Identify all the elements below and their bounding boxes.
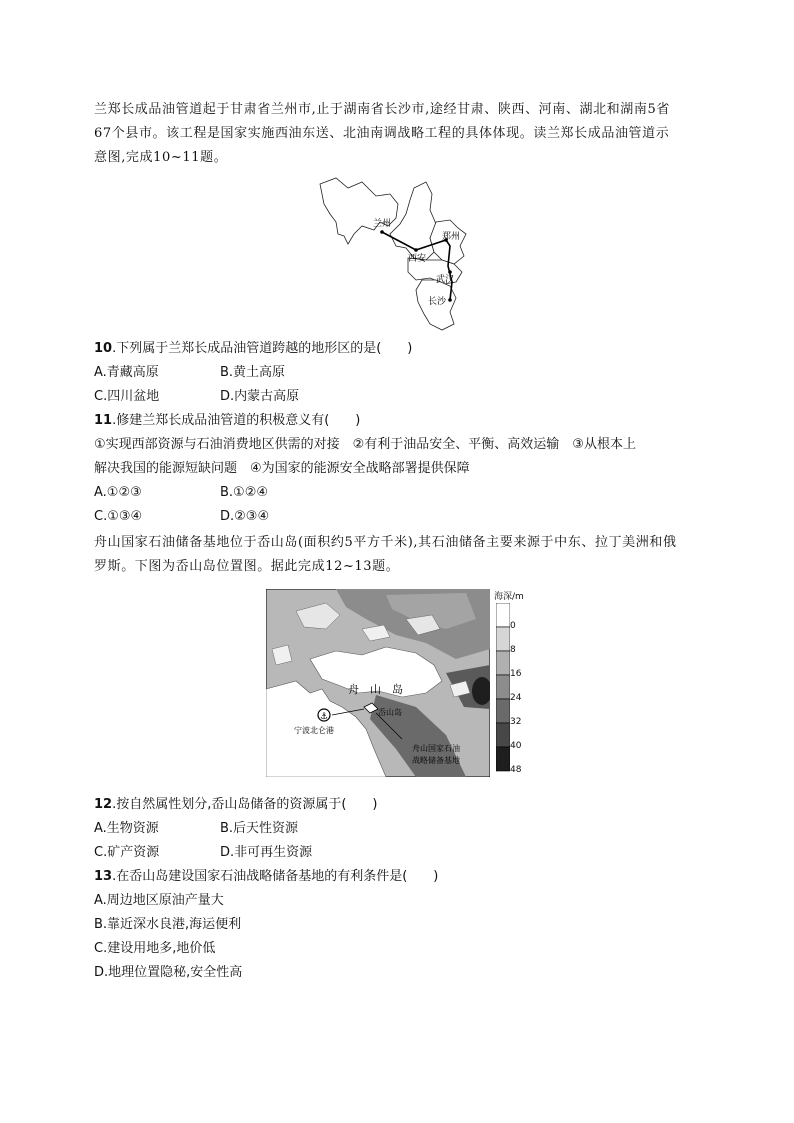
q10-option-b[interactable]: B.黄土高原 [220, 365, 286, 380]
legend-title: 海深/m [494, 592, 524, 602]
legend-swatch-0 [496, 603, 510, 627]
q11-statements-line-1: ①实现西部资源与石油消费地区供需的对接 ②有利于油品安全、平衡、高效运输 ③从根本上 [94, 437, 636, 452]
legend-swatch-2 [496, 651, 510, 675]
q11-option-c[interactable]: C.①③④ [94, 509, 143, 524]
q11-option-d[interactable]: D.②③④ [220, 509, 270, 524]
q12-option-c[interactable]: C.矿产资源 [94, 845, 160, 860]
intro-1-line-1: 兰郑长成品油管道起于甘肃省兰州市,止于湖南省长沙市,途经甘肃、陕西、河南、湖北和湖南5省 [94, 102, 670, 117]
q11-option-a[interactable]: A.①②③ [94, 485, 142, 500]
intro-paragraph-2 [94, 531, 700, 579]
legend-swatch-1 [496, 627, 510, 651]
question-10-text: .下列属于兰郑长成品油管道跨越的地形区的是( ) [112, 341, 413, 356]
legend-tick-40: 40 [510, 741, 522, 751]
question-10-number: 10 [94, 341, 113, 356]
q13-option-c[interactable]: C.建设用地多,地价低 [94, 941, 216, 956]
legend-scale [496, 603, 510, 773]
legend-tick-48: 48 [510, 765, 522, 775]
aoshan-island-map [266, 589, 490, 777]
question-13-text: .在岙山岛建设国家石油战略储备基地的有利条件是( ) [112, 869, 439, 884]
wuhan-dot [448, 270, 452, 274]
legend-tick-32: 32 [510, 717, 522, 727]
question-13-number: 13 [94, 869, 113, 884]
xian-label: 西安 [408, 254, 427, 264]
question-10-stem [94, 339, 412, 359]
wuhan-label: 武汉 [436, 275, 455, 285]
xian-dot [414, 248, 418, 252]
legend-tick-8: 8 [510, 645, 516, 655]
question-11-number: 11 [94, 413, 113, 428]
changsha-dot [448, 298, 452, 302]
question-11-stem [94, 411, 360, 431]
legend-tick-16: 16 [510, 669, 522, 679]
intro-2-line-2: 罗斯。下图为岙山岛位置图。据此完成12~13题。 [94, 559, 400, 574]
question-12-number: 12 [94, 797, 113, 812]
base-label-line-2: 战略储备基地 [412, 756, 460, 765]
ningbo-label: 宁波北仑港 [294, 726, 334, 735]
intro-1-line-2: 67个县市。该工程是国家实施西油东送、北油南调战略工程的具体体现。读兰郑长成品油管道示 [94, 126, 670, 141]
q11-option-b[interactable]: B.①②④ [220, 485, 269, 500]
lanzhou-dot [380, 230, 384, 234]
legend-swatch-4 [496, 699, 510, 723]
q13-option-a[interactable]: A.周边地区原油产量大 [94, 893, 224, 908]
changsha-label: 长沙 [428, 297, 447, 307]
question-12-stem [94, 795, 378, 815]
legend-swatch-5 [496, 723, 510, 747]
q11-statements-line-2: 解决我国的能源短缺问题 ④为国家的能源安全战略部署提供保障 [94, 461, 470, 476]
depth-legend [494, 589, 544, 779]
q12-option-d[interactable]: D.非可再生资源 [220, 845, 313, 860]
zhoushan-label: 舟 山 岛 [348, 683, 403, 696]
svg-text:⚓: ⚓ [319, 712, 329, 722]
pipeline-map [318, 174, 468, 332]
intro-2-line-1: 舟山国家石油储备基地位于岙山岛(面积约5平方千米),其石油储备主要来源于中东、拉丁美洲和俄 [94, 535, 677, 550]
legend-tick-0: 0 [510, 621, 516, 631]
question-11-text: .修建兰郑长成品油管道的积极意义有( ) [112, 413, 361, 428]
question-13-stem [94, 867, 438, 887]
legend-tick-24: 24 [510, 693, 522, 703]
lanzhou-label: 兰州 [372, 219, 392, 229]
legend-swatch-3 [496, 675, 510, 699]
question-12-text: .按自然属性划分,岙山岛储备的资源属于( ) [112, 797, 378, 812]
q13-option-b[interactable]: B.靠近深水良港,海运便利 [94, 917, 242, 932]
legend-swatch-6 [496, 747, 510, 771]
zhengzhou-label: 郑州 [442, 232, 461, 242]
intro-paragraph-1 [94, 98, 700, 170]
q12-option-b[interactable]: B.后天性资源 [220, 821, 299, 836]
base-label-line-1: 舟山国家石油 [412, 744, 460, 753]
intro-1-line-3: 意图,完成10~11题。 [94, 150, 228, 165]
q12-option-a[interactable]: A.生物资源 [94, 821, 159, 836]
q13-option-d[interactable]: D.地理位置隐秘,安全性高 [94, 965, 243, 980]
aoshan-label: 岙山岛 [378, 708, 402, 717]
q10-option-a[interactable]: A.青藏高原 [94, 365, 159, 380]
q10-option-d[interactable]: D.内蒙古高原 [220, 389, 300, 404]
q10-option-c[interactable]: C.四川盆地 [94, 389, 160, 404]
